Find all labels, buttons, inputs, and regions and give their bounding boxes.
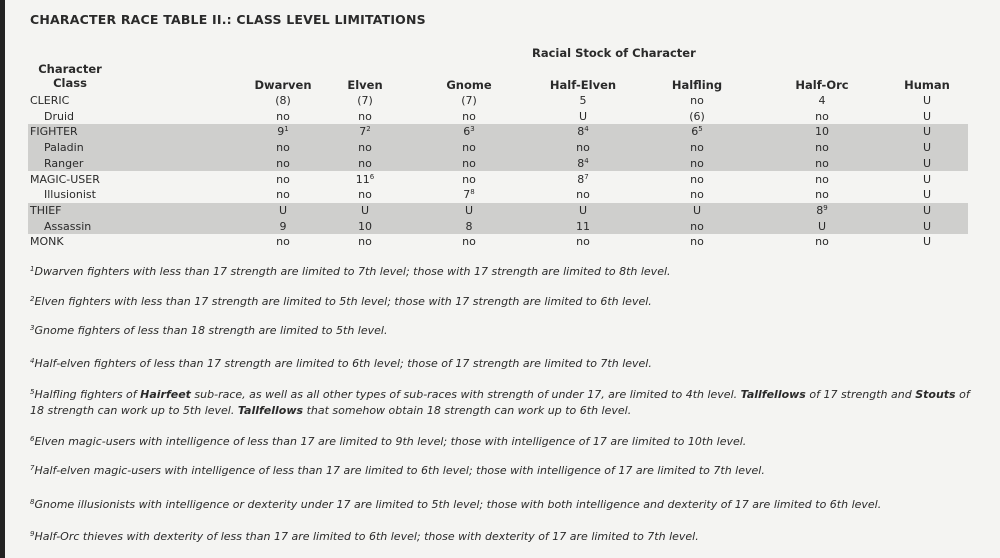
cell-value: no bbox=[815, 172, 829, 186]
cell-value: 7 bbox=[463, 188, 471, 202]
table-cell bbox=[579, 109, 587, 125]
row-label: Druid bbox=[44, 109, 75, 123]
column-header: Half-Elven bbox=[549, 78, 617, 92]
row-label: FIGHTER bbox=[30, 125, 78, 139]
cell-value: no bbox=[276, 172, 290, 186]
cell-value: 11 bbox=[576, 219, 590, 233]
table-row bbox=[28, 156, 968, 172]
table-cell bbox=[279, 203, 287, 219]
row-label: Ranger bbox=[44, 156, 84, 170]
cell-value: 7 bbox=[359, 125, 367, 139]
footnote-text: Half-Orc thieves with dexterity of less than 17 are limited to 6th level; those with dexterity of 17 are limited to 7th level. bbox=[34, 530, 699, 543]
table-cell bbox=[815, 172, 829, 188]
class-header-line: Character bbox=[38, 62, 102, 76]
cell-value: U bbox=[817, 219, 827, 233]
cell-value: 5 bbox=[579, 94, 587, 107]
cell-value: 9 bbox=[279, 219, 287, 233]
footnote-ref: 6 bbox=[369, 172, 375, 181]
table-cell bbox=[923, 140, 931, 156]
cell-value: no bbox=[462, 109, 476, 123]
table-cell bbox=[577, 124, 588, 140]
table-cell bbox=[276, 109, 290, 125]
cell-value: U bbox=[922, 94, 932, 107]
cell-value: no bbox=[276, 156, 290, 170]
table-cell bbox=[280, 219, 287, 235]
footnote-ref: 8 bbox=[470, 188, 475, 197]
table-cell bbox=[691, 124, 702, 140]
footnote-text: Elven magic-users with intelligence of less than 17 are limited to 9th level; those with intelligence of 17 are limited to 10th level. bbox=[34, 435, 747, 448]
cell-value: no bbox=[358, 188, 372, 202]
cell-value: no bbox=[276, 188, 290, 202]
cell-value: no bbox=[690, 141, 704, 155]
footnote-ref: 7 bbox=[584, 172, 589, 181]
footnote-number: 4 bbox=[30, 357, 35, 365]
cell-value: no bbox=[815, 235, 829, 249]
table-cell bbox=[923, 234, 931, 250]
footnote-text: of 17 strength and bbox=[805, 388, 916, 401]
footnote-text: Halfling fighters of bbox=[34, 388, 141, 401]
table-cell bbox=[580, 93, 587, 109]
cell-value: U bbox=[922, 172, 932, 186]
footnote-ref: 3 bbox=[470, 125, 475, 134]
cell-value: no bbox=[276, 141, 290, 155]
footnote bbox=[30, 356, 980, 372]
cell-value: no bbox=[690, 172, 704, 186]
table-cell bbox=[357, 93, 373, 109]
class-header bbox=[30, 62, 110, 90]
footnote-text: Gnome fighters of less than 18 strength are limited to 5th level. bbox=[34, 324, 388, 337]
footnote-number: 9 bbox=[30, 530, 35, 538]
table-cell bbox=[462, 234, 476, 250]
cell-value: 6 bbox=[463, 125, 471, 139]
table-cell bbox=[815, 140, 829, 156]
cell-value: no bbox=[690, 235, 704, 249]
table-cell bbox=[462, 156, 476, 172]
footnote-number: 2 bbox=[30, 295, 35, 303]
cell-value: no bbox=[462, 235, 476, 249]
table-cell bbox=[463, 187, 474, 203]
table-cell bbox=[356, 172, 374, 188]
table-cell bbox=[693, 203, 701, 219]
footnote-number: 8 bbox=[30, 498, 35, 506]
table-cell bbox=[923, 172, 931, 188]
table-cell bbox=[923, 93, 931, 109]
table-cell bbox=[358, 109, 372, 125]
table-cell bbox=[576, 187, 590, 203]
row-label: Paladin bbox=[44, 141, 84, 155]
cell-value: U bbox=[922, 219, 932, 233]
cell-value: U bbox=[922, 188, 932, 202]
table-cell bbox=[576, 140, 590, 156]
footnote-number: 3 bbox=[30, 324, 35, 332]
table-row bbox=[28, 172, 968, 188]
row-label: CLERIC bbox=[30, 94, 70, 107]
table-cell bbox=[690, 234, 704, 250]
footnote-ref: 2 bbox=[366, 125, 371, 134]
cell-value: U bbox=[464, 203, 474, 217]
cell-value: U bbox=[922, 141, 932, 155]
footnote-emphasis: Stouts bbox=[915, 388, 956, 401]
footnote bbox=[30, 387, 980, 419]
cell-value: no bbox=[276, 109, 290, 123]
footnote-text: Half-elven magic-users with intelligence of less than 17 are limited to 6th level; those with intelligence of 17 are limited to 7th level. bbox=[34, 464, 765, 477]
cell-value: no bbox=[358, 235, 372, 249]
footnote-number: 7 bbox=[30, 464, 35, 472]
table-cell bbox=[276, 156, 290, 172]
cell-value: 9 bbox=[277, 125, 285, 139]
cell-value: no bbox=[815, 141, 829, 155]
footnote bbox=[30, 434, 980, 450]
table-cell bbox=[579, 203, 587, 219]
footnote bbox=[30, 497, 980, 513]
table-cell bbox=[276, 172, 290, 188]
footnote bbox=[30, 294, 980, 310]
cell-value: U bbox=[360, 203, 370, 217]
cell-value: no bbox=[462, 172, 476, 186]
cell-value: (7) bbox=[357, 94, 373, 107]
cell-value: no bbox=[690, 219, 704, 233]
cell-value: no bbox=[462, 141, 476, 155]
footnote-number: 1 bbox=[30, 265, 35, 273]
cell-value: no bbox=[690, 156, 704, 170]
cell-value: 11 bbox=[355, 172, 370, 186]
table-cell bbox=[690, 172, 704, 188]
row-label: MAGIC-USER bbox=[30, 172, 100, 186]
cell-value: (7) bbox=[461, 94, 477, 107]
table-cell bbox=[461, 93, 477, 109]
row-label: THIEF bbox=[30, 203, 62, 217]
table-cell bbox=[690, 156, 704, 172]
cell-value: 8 bbox=[816, 203, 824, 217]
footnote-text: Half-elven fighters of less than 17 strength are limited to 6th level; those of 17 strength are limited to 7th level. bbox=[34, 357, 652, 370]
cell-value: no bbox=[690, 188, 704, 202]
table-cell bbox=[815, 156, 829, 172]
table-row bbox=[28, 219, 968, 235]
footnote-ref: 4 bbox=[584, 156, 589, 165]
column-header: Dwarven bbox=[254, 78, 312, 92]
cell-value: no bbox=[576, 141, 590, 155]
table-cell bbox=[358, 187, 372, 203]
column-header: Halfling bbox=[671, 78, 723, 92]
table-cell bbox=[462, 140, 476, 156]
class-header-line: Class bbox=[53, 76, 87, 90]
cell-value: no bbox=[815, 109, 829, 123]
footnote bbox=[30, 264, 980, 280]
table-cell bbox=[276, 140, 290, 156]
footnote-emphasis: Tallfellows bbox=[740, 388, 806, 401]
table-cell bbox=[358, 219, 372, 235]
row-label: Illusionist bbox=[44, 188, 96, 202]
table-cell bbox=[576, 219, 590, 235]
footnote-ref: 4 bbox=[584, 125, 589, 134]
cell-value: 8 bbox=[465, 219, 473, 233]
cell-value: U bbox=[922, 125, 932, 139]
table-cell bbox=[462, 109, 476, 125]
table-cell bbox=[690, 219, 704, 235]
table-cell bbox=[466, 219, 473, 235]
cell-value: U bbox=[922, 235, 932, 249]
cell-value: no bbox=[576, 188, 590, 202]
footnote-text: Dwarven fighters with less than 17 strength are limited to 7th level; those with 17 strength are limited to 8th level. bbox=[34, 265, 671, 278]
table-cell bbox=[462, 172, 476, 188]
table-cell bbox=[923, 124, 931, 140]
footnote-number: 6 bbox=[30, 435, 35, 443]
column-header: Elven bbox=[347, 78, 383, 92]
table-cell bbox=[276, 187, 290, 203]
column-header: Gnome bbox=[446, 78, 492, 92]
footnote bbox=[30, 529, 980, 545]
cell-value: 6 bbox=[691, 125, 699, 139]
table-cell bbox=[358, 156, 372, 172]
cell-value: (8) bbox=[275, 94, 291, 107]
column-header: Human bbox=[904, 78, 950, 92]
cell-value: 8 bbox=[577, 156, 585, 170]
table-cell bbox=[923, 219, 931, 235]
cell-value: U bbox=[278, 203, 288, 217]
cell-value: no bbox=[358, 141, 372, 155]
cell-value: 8 bbox=[577, 125, 585, 139]
table-cell bbox=[815, 109, 829, 125]
cell-value: 8 bbox=[577, 172, 585, 186]
table-cell bbox=[923, 109, 931, 125]
row-label: Assassin bbox=[44, 219, 92, 233]
table-cell bbox=[819, 93, 826, 109]
cell-value: U bbox=[922, 156, 932, 170]
footnote-ref: 5 bbox=[698, 125, 703, 134]
footnote-text: Gnome illusionists with intelligence or dexterity under 17 are limited to 5th level; those with both intelligence and dexterity of 17 are limited to 6th level. bbox=[34, 498, 882, 511]
footnote bbox=[30, 463, 980, 479]
cell-value: U bbox=[578, 203, 588, 217]
table-cell bbox=[690, 140, 704, 156]
table-row bbox=[28, 187, 968, 203]
footnote bbox=[30, 323, 980, 339]
footnote-number: 5 bbox=[30, 388, 35, 396]
footnote-ref: 1 bbox=[284, 125, 289, 134]
table-cell bbox=[463, 124, 474, 140]
cell-value: U bbox=[578, 109, 588, 123]
cell-value: no bbox=[576, 235, 590, 249]
footnote-emphasis: Tallfellows bbox=[237, 404, 304, 417]
cell-value: U bbox=[692, 203, 702, 217]
table-cell bbox=[923, 203, 931, 219]
cell-value: (6) bbox=[689, 109, 705, 123]
table-cell bbox=[277, 124, 288, 140]
table-cell bbox=[276, 234, 290, 250]
footnote-ref: 9 bbox=[823, 203, 828, 212]
footnote-text: of 18 strength can work up to 5th level. bbox=[30, 388, 970, 417]
footnote-text: sub-race, as well as all other types of sub-races with strength of under 17, are limited to 4th level. bbox=[190, 388, 741, 401]
cell-value: no bbox=[358, 109, 372, 123]
page-edge bbox=[0, 0, 5, 558]
table-cell bbox=[361, 203, 369, 219]
group-header: Racial Stock of Character bbox=[532, 46, 696, 60]
cell-value: U bbox=[922, 203, 932, 217]
cell-value: 10 bbox=[358, 219, 372, 233]
table-cell bbox=[465, 203, 473, 219]
table-cell bbox=[815, 234, 829, 250]
table-cell bbox=[577, 156, 588, 172]
table-cell bbox=[576, 234, 590, 250]
table-title: CHARACTER RACE TABLE II.: CLASS LEVEL LIMITATIONS bbox=[30, 12, 426, 27]
cell-value: no bbox=[462, 156, 476, 170]
table-row bbox=[28, 234, 968, 250]
cell-value: no bbox=[276, 235, 290, 249]
footnote-text: that somehow obtain 18 strength can work up to 6th level. bbox=[303, 404, 632, 417]
table-cell bbox=[923, 156, 931, 172]
table-row bbox=[28, 109, 968, 125]
table-row bbox=[28, 203, 968, 219]
table-cell bbox=[577, 172, 588, 188]
cell-value: U bbox=[922, 109, 932, 123]
cell-value: 4 bbox=[818, 94, 826, 107]
table-cell bbox=[690, 187, 704, 203]
table-row bbox=[28, 124, 968, 140]
table-cell bbox=[815, 124, 829, 140]
footnote-text: Elven fighters with less than 17 strength are limited to 5th level; those with 17 strength are limited to 6th level. bbox=[34, 295, 652, 308]
table-cell bbox=[358, 234, 372, 250]
table-cell bbox=[815, 187, 829, 203]
table-cell bbox=[275, 93, 291, 109]
table-cell bbox=[818, 219, 826, 235]
cell-value: no bbox=[815, 188, 829, 202]
cell-value: no bbox=[358, 156, 372, 170]
cell-value: no bbox=[815, 156, 829, 170]
cell-value: 10 bbox=[815, 125, 829, 139]
column-header: Half-Orc bbox=[795, 78, 849, 92]
table-cell bbox=[690, 93, 704, 109]
cell-value: no bbox=[690, 94, 704, 107]
row-label: MONK bbox=[30, 235, 64, 249]
table-cell bbox=[359, 124, 370, 140]
table-row bbox=[28, 140, 968, 156]
table-cell bbox=[923, 187, 931, 203]
table-row bbox=[28, 93, 968, 109]
footnote-emphasis: Hairfeet bbox=[140, 388, 191, 401]
table-cell bbox=[816, 203, 827, 219]
table-cell bbox=[358, 140, 372, 156]
table-cell bbox=[689, 109, 705, 125]
